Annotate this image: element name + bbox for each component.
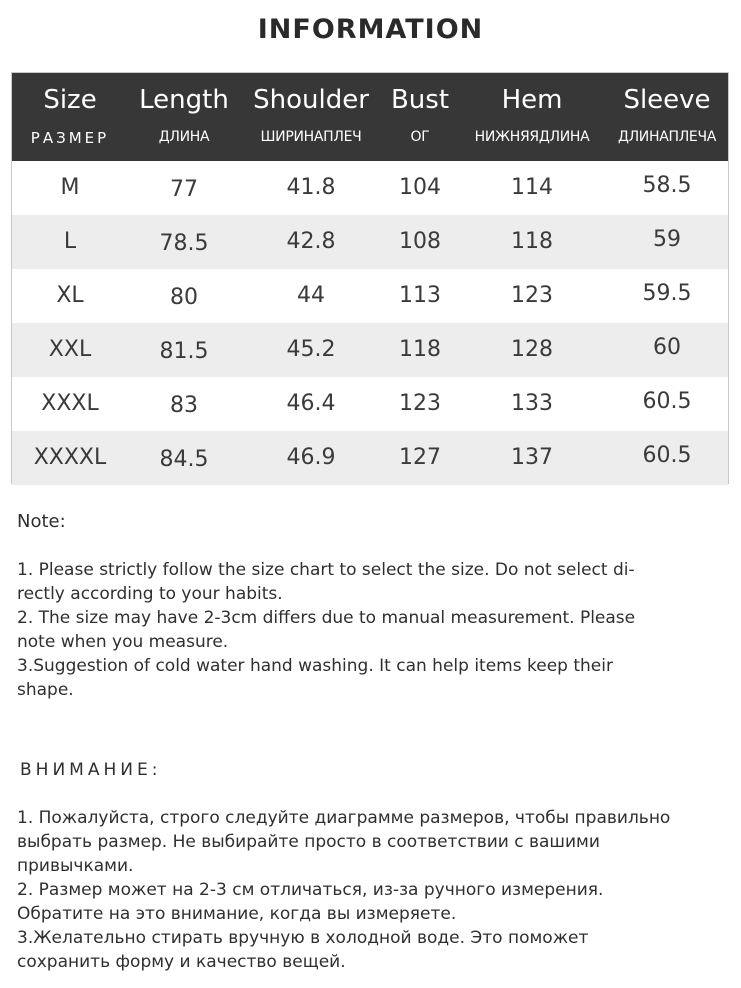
cell-sleeve: 58.5 (642, 173, 692, 198)
cell-sleeve: 60 (653, 335, 681, 360)
note-en-line: rectly according to your habits. (17, 584, 283, 604)
header-label-en: Length (139, 85, 229, 115)
cell-shoulder: 41.8 (286, 175, 336, 200)
table-row (12, 215, 728, 269)
header-bust (382, 73, 458, 161)
header-label-ru: РАЗМЕР (30, 129, 110, 147)
cell-length: 84.5 (159, 447, 209, 472)
header-label-en: Hem (501, 85, 563, 115)
cell-bust: 113 (399, 283, 441, 308)
table-row (12, 323, 728, 377)
header-label-en: Sleeve (623, 85, 711, 115)
note-ru-line: сохранить форму и качество вещей. (17, 952, 346, 972)
cell-size: M (60, 175, 80, 200)
header-hem (458, 73, 606, 161)
note-en-heading: Note: (17, 511, 66, 532)
cell-shoulder: 45.2 (286, 337, 336, 362)
cell-hem: 137 (511, 445, 553, 470)
cell-length: 80 (170, 285, 198, 310)
cell-shoulder: 46.4 (286, 391, 336, 416)
cell-sleeve: 60.5 (642, 389, 692, 414)
table-row (12, 161, 728, 215)
header-label-ru: ДЛИНАПЛЕЧА (617, 129, 717, 145)
header-size (12, 73, 128, 161)
note-en-line: 3.Suggestion of cold water hand washing. It can help items keep their (17, 656, 613, 676)
cell-length: 81.5 (159, 339, 209, 364)
cell-sleeve: 59 (653, 227, 681, 252)
note-en-heading-block (17, 511, 727, 532)
header-label-ru: НИЖНЯЯДЛИНА (474, 129, 590, 145)
cell-size: XL (56, 283, 84, 308)
header-label-ru: ШИРИНАПЛЕЧ (260, 129, 362, 145)
cell-hem: 118 (511, 229, 553, 254)
cell-size: XXXL (41, 391, 99, 416)
cell-length: 77 (170, 177, 198, 202)
cell-size: XXL (48, 337, 92, 362)
table-row (12, 269, 728, 323)
note-ru-line: 3.Желательно стирать вручную в холодной воде. Это поможет (17, 928, 589, 948)
note-en-line: 2. The size may have 2-3cm differs due to manual measurement. Please (17, 608, 636, 628)
cell-hem: 114 (511, 175, 553, 200)
note-ru-line: привычками. (17, 856, 134, 876)
cell-bust: 108 (399, 229, 441, 254)
cell-bust: 118 (399, 337, 441, 362)
table-body (12, 161, 728, 485)
cell-size: XXXXL (33, 445, 107, 470)
note-ru-heading: ВНИМАНИЕ: (20, 760, 162, 780)
cell-hem: 128 (511, 337, 553, 362)
header-sleeve (606, 73, 728, 161)
cell-bust: 123 (399, 391, 441, 416)
header-shoulder (240, 73, 382, 161)
note-ru-body (17, 806, 727, 974)
cell-length: 78.5 (159, 231, 209, 256)
note-ru-line: Обратите на это внимание, когда вы измеряете. (17, 904, 457, 924)
cell-sleeve: 59.5 (642, 281, 692, 306)
note-en-line: 1. Please strictly follow the size chart to select the size. Do not select di- (17, 560, 635, 580)
header-label-en: Bust (390, 85, 450, 115)
header-length (128, 73, 240, 161)
header-label-ru: ДЛИНА (158, 129, 210, 145)
cell-sleeve: 60.5 (642, 443, 692, 468)
page-title: INFORMATION (257, 14, 484, 45)
cell-shoulder: 44 (297, 283, 325, 308)
note-ru-line: 1. Пожалуйста, строго следуйте диаграмме размеров, чтобы правильно (17, 808, 671, 828)
header-label-en: Size (43, 85, 97, 115)
header-label-en: Shoulder (253, 85, 369, 115)
note-ru-heading-block (20, 760, 730, 780)
cell-hem: 133 (511, 391, 553, 416)
table-header (12, 73, 728, 161)
note-ru-line: выбрать размер. Не выбирайте просто в соответствии с вашими (17, 832, 600, 852)
cell-size: L (63, 229, 77, 254)
cell-hem: 123 (511, 283, 553, 308)
size-chart-table (11, 72, 729, 484)
cell-shoulder: 46.9 (286, 445, 336, 470)
cell-shoulder: 42.8 (286, 229, 336, 254)
cell-length: 83 (170, 393, 198, 418)
note-en-line: note when you measure. (17, 632, 229, 652)
header-label-ru: ОГ (410, 129, 430, 145)
cell-bust: 104 (399, 175, 441, 200)
note-en-line: shape. (17, 680, 74, 700)
note-en-body (17, 558, 727, 702)
cell-bust: 127 (399, 445, 441, 470)
note-ru-line: 2. Размер может на 2-3 см отличаться, из-за ручного измерения. (17, 880, 604, 900)
table-row (12, 377, 728, 431)
table-row (12, 431, 728, 485)
